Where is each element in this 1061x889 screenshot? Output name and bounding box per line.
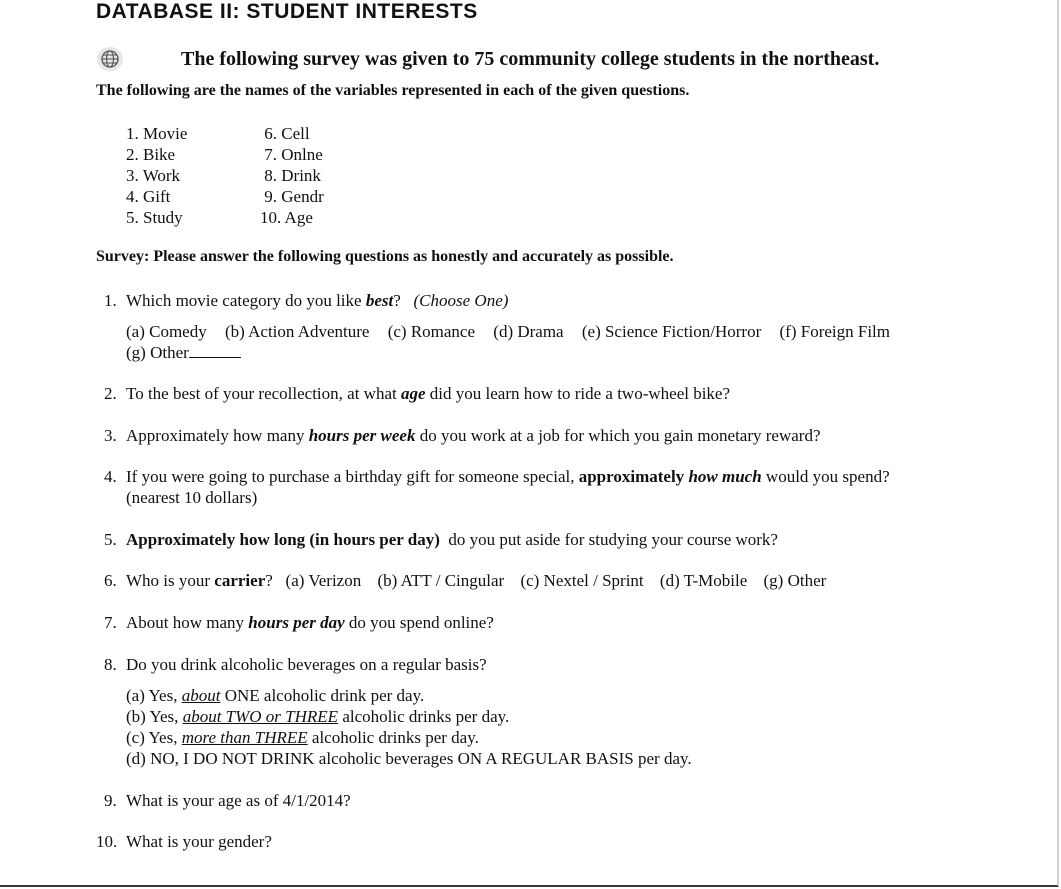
variable-item: 5. Study xyxy=(126,208,183,227)
option-a[interactable] xyxy=(126,685,692,706)
option-text: alcoholic drinks per day. xyxy=(338,707,510,726)
question-text: ? xyxy=(265,571,273,590)
variable-item: 7. Onlne xyxy=(260,145,323,164)
option-g-label: (g) Other xyxy=(126,343,189,362)
question-text: About how many xyxy=(126,613,249,632)
answer-blank[interactable] xyxy=(189,343,241,358)
option-text: ONE alcoholic drink per day. xyxy=(220,686,425,705)
option-g[interactable] xyxy=(126,342,241,363)
question-8 xyxy=(104,654,487,675)
question-4-line2: (nearest 10 dollars) xyxy=(126,488,258,507)
intro-text: The following survey was given to 75 community college students in the northeast. xyxy=(181,48,880,70)
globe-icon[interactable] xyxy=(96,46,124,72)
question-emphasis: how much xyxy=(688,467,762,486)
question-number: 8. xyxy=(104,655,117,674)
question-text: do you work at a job for which you gain monetary reward? xyxy=(415,426,821,445)
question-8-options xyxy=(126,685,692,769)
question-text: ? xyxy=(393,291,401,310)
option-b[interactable] xyxy=(126,706,692,727)
option-underlined: about TWO or THREE xyxy=(182,707,339,726)
question-emphasis: hours per day xyxy=(248,613,345,632)
option-c[interactable]: (c) Nextel / Sprint xyxy=(520,571,644,590)
question-1 xyxy=(104,290,508,311)
option-text: (a) Yes, xyxy=(126,686,182,705)
option-e[interactable]: (e) Science Fiction/Horror xyxy=(581,322,762,341)
question-number: 7. xyxy=(104,613,117,632)
option-text: (b) Yes, xyxy=(126,707,183,726)
question-text: do you put aside for studying your course work? xyxy=(439,530,778,549)
option-d[interactable]: (d) Drama xyxy=(493,322,564,341)
question-3 xyxy=(104,425,821,446)
question-10 xyxy=(96,831,272,852)
question-number: 1. xyxy=(104,291,117,310)
question-bold: Approximately how long (in hours per day) xyxy=(126,530,440,549)
question-text: Approximately how many xyxy=(126,426,309,445)
variable-item: 8. Drink xyxy=(260,166,321,185)
option-b[interactable]: (b) Action Adventure xyxy=(224,322,370,341)
question-number: 3. xyxy=(104,426,117,445)
variable-item: 10. Age xyxy=(260,208,313,227)
question-note: (Choose One) xyxy=(413,291,509,310)
question-number: 2. xyxy=(104,384,117,403)
question-6 xyxy=(104,570,826,591)
survey-heading: Survey: Please answer the following questions as honestly and accurately as possible. xyxy=(96,248,674,265)
question-1-options xyxy=(126,321,904,342)
question-number: 9. xyxy=(104,791,117,810)
question-5 xyxy=(104,529,778,550)
variable-list-col2 xyxy=(260,123,324,228)
option-g[interactable]: (g) Other xyxy=(763,571,827,590)
option-d[interactable]: (d) NO, I DO NOT DRINK alcoholic beverages ON A REGULAR BASIS per day. xyxy=(126,749,692,768)
question-text: What is your gender? xyxy=(126,832,272,851)
question-text: do you spend online? xyxy=(344,613,494,632)
option-d[interactable]: (d) T-Mobile xyxy=(659,571,748,590)
question-bold: approximately xyxy=(578,467,689,486)
question-text: To the best of your recollection, at what xyxy=(126,384,401,403)
question-text: Which movie category do you like xyxy=(126,291,366,310)
question-emphasis: hours per week xyxy=(308,426,416,445)
question-text: If you were going to purchase a birthday gift for someone special, xyxy=(126,467,579,486)
question-2 xyxy=(104,383,730,404)
question-9 xyxy=(104,790,351,811)
option-c[interactable] xyxy=(126,727,692,748)
question-number: 10. xyxy=(96,832,118,851)
question-text: Who is your xyxy=(126,571,215,590)
variable-item: 2. Bike xyxy=(126,145,176,164)
question-7 xyxy=(104,612,494,633)
variable-item: 3. Work xyxy=(126,166,181,185)
question-number: 4. xyxy=(104,467,117,486)
option-c[interactable]: (c) Romance xyxy=(387,322,476,341)
option-underlined: more than THREE xyxy=(181,728,308,747)
option-text: alcoholic drinks per day. xyxy=(307,728,479,747)
subintro-text: The following are the names of the variables represented in each of the given questions. xyxy=(96,82,690,99)
option-underlined: about xyxy=(181,686,221,705)
variable-item: 1. Movie xyxy=(126,124,188,143)
question-4 xyxy=(104,466,890,487)
question-text: did you learn how to ride a two-wheel bike? xyxy=(425,384,731,403)
variable-item: 6. Cell xyxy=(260,124,310,143)
option-a[interactable]: (a) Comedy xyxy=(126,322,207,341)
question-text: Do you drink alcoholic beverages on a regular basis? xyxy=(126,655,487,674)
option-a[interactable]: (a) Verizon xyxy=(285,571,362,590)
question-emphasis: best xyxy=(365,291,394,310)
question-number: 5. xyxy=(104,530,117,549)
question-number: 6. xyxy=(104,571,117,590)
question-text: would you spend? xyxy=(761,467,890,486)
variable-item: 4. Gift xyxy=(126,187,171,206)
option-b[interactable]: (b) ATT / Cingular xyxy=(377,571,505,590)
option-f[interactable]: (f) Foreign Film xyxy=(779,322,890,341)
question-bold: carrier xyxy=(214,571,266,590)
question-emphasis: age xyxy=(400,384,426,403)
variable-item: 9. Gendr xyxy=(260,187,324,206)
option-text: (c) Yes, xyxy=(126,728,182,747)
variable-list-col1 xyxy=(126,123,187,228)
question-text: What is your age as of 4/1/2014? xyxy=(126,791,351,810)
page-title: DATABASE II: STUDENT INTERESTS xyxy=(96,0,478,23)
